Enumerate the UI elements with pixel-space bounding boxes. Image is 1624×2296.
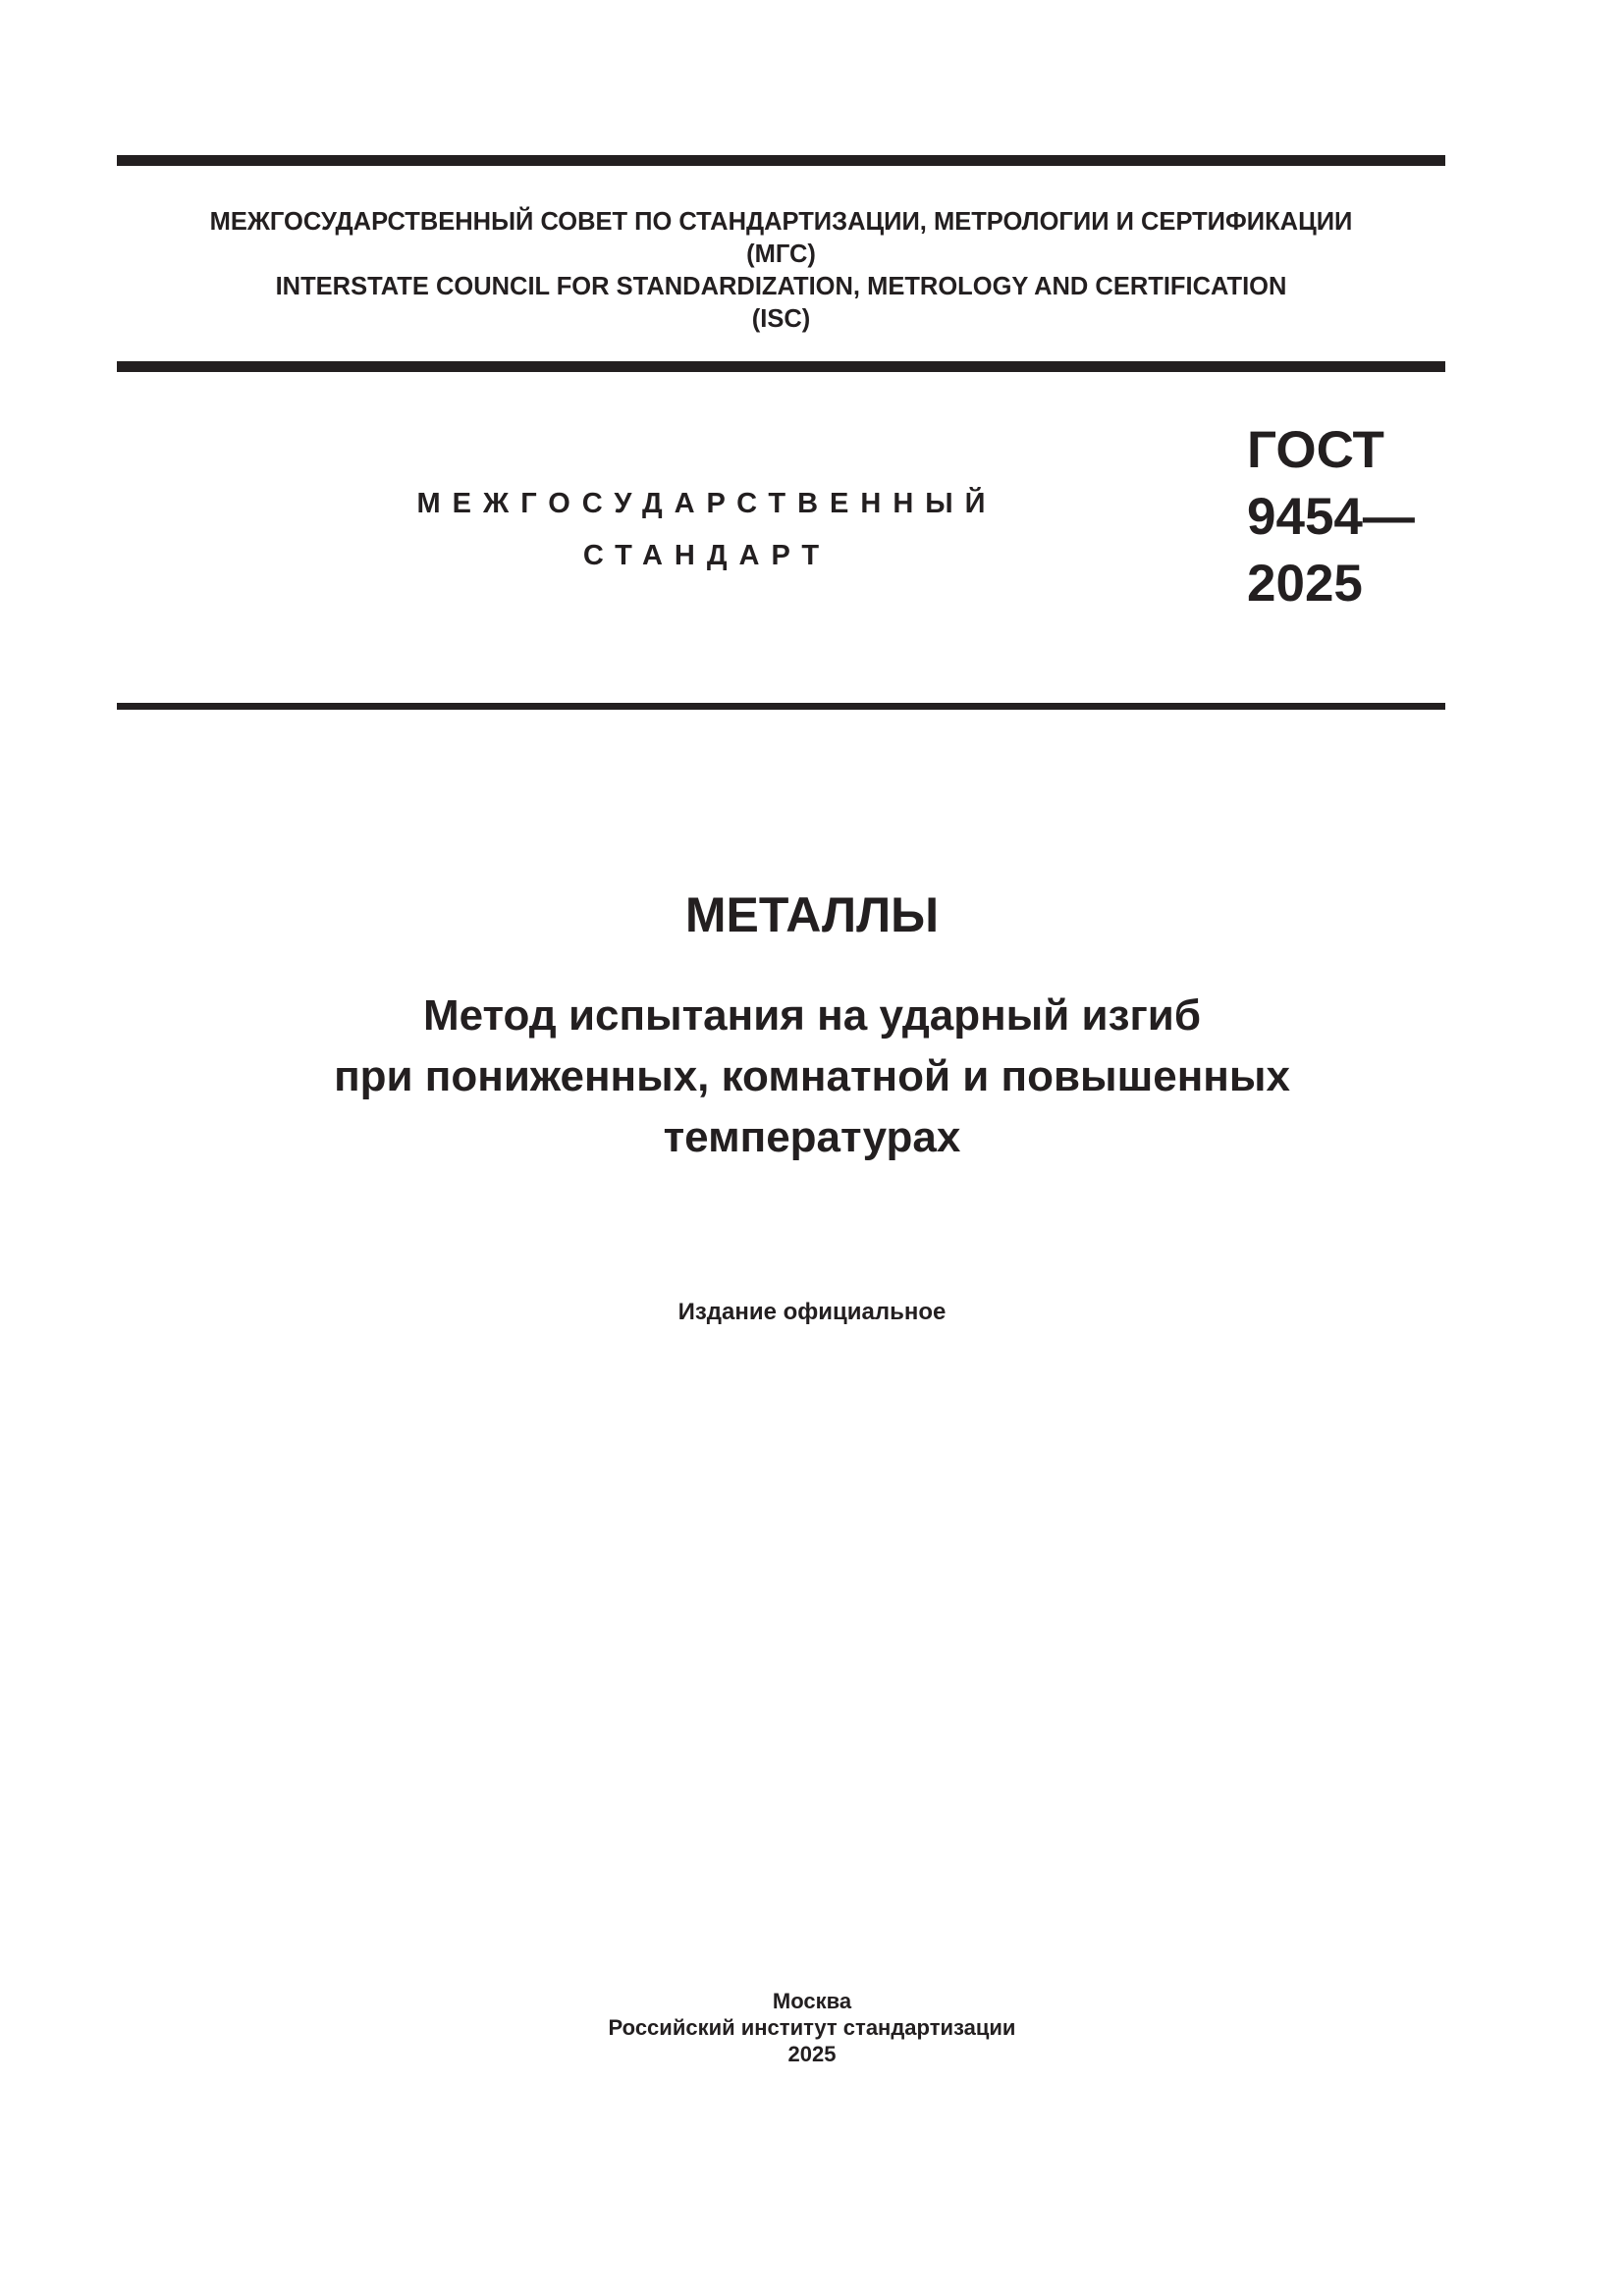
document-subtitle (0, 986, 1624, 1168)
gost-year: 2025 (1247, 555, 1363, 613)
standard-kind (373, 478, 1041, 582)
standard-kind-line2: СТАНДАРТ (582, 540, 832, 571)
council-abbr-en: (ISC) (751, 305, 811, 333)
subtitle-line1: Метод испытания на ударный изгиб (423, 991, 1201, 1040)
gost-number: 9454— (1247, 488, 1415, 546)
gost-code (1247, 417, 1415, 617)
subtitle-line2: при пониженных, комнатной и повышенных (334, 1052, 1290, 1100)
council-abbr-ru: (МГС) (746, 240, 816, 268)
council-name-ru: МЕЖГОСУДАРСТВЕННЫЙ СОВЕТ ПО СТАНДАРТИЗАЦИИ, МЕТРОЛОГИИ И СЕРТИФИКАЦИИ (209, 208, 1353, 236)
subtitle-line3: температурах (663, 1113, 961, 1161)
document-title: МЕТАЛЛЫ (684, 887, 940, 942)
middle-divider (117, 361, 1445, 372)
top-divider (117, 155, 1445, 166)
imprint-city: Москва (772, 1989, 852, 2013)
gost-prefix: ГОСТ (1247, 421, 1384, 479)
standard-kind-line1: МЕЖГОСУДАРСТВЕННЫЙ (416, 488, 998, 519)
imprint-year: 2025 (787, 2042, 837, 2066)
imprint-publisher: Российский институт стандартизации (608, 2015, 1016, 2040)
bottom-divider (117, 703, 1445, 710)
council-name-en: INTERSTATE COUNCIL FOR STANDARDIZATION, METROLOGY AND CERTIFICATION (275, 273, 1287, 300)
imprint (0, 1988, 1624, 2067)
council-header (117, 206, 1445, 336)
edition-label: Издание официальное (677, 1299, 947, 1325)
